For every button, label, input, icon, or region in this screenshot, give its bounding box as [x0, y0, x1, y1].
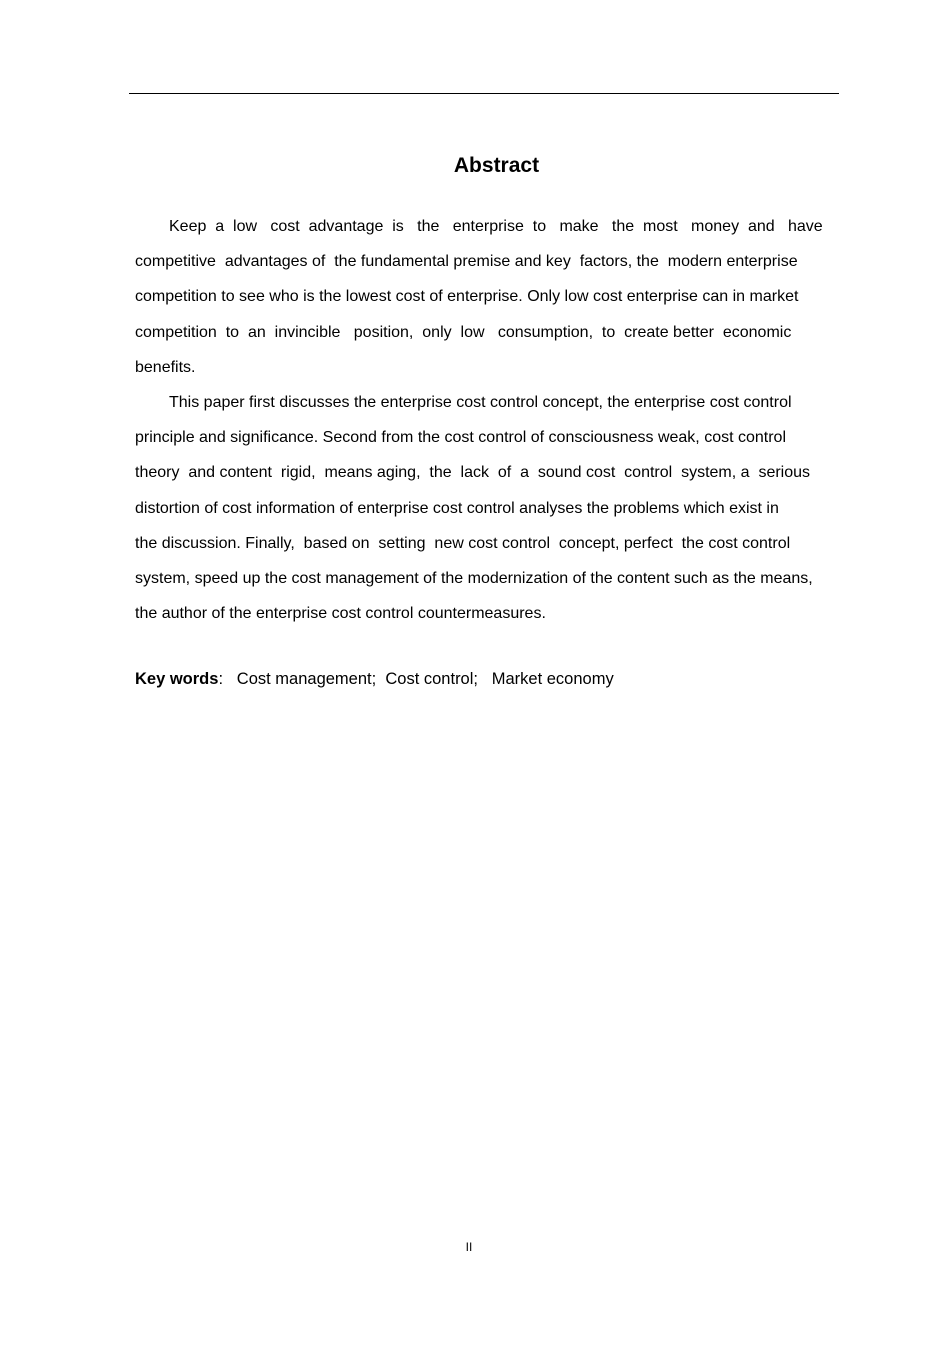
- paragraph-line: Keep a low cost advantage is the enterprise to make the most money and have: [169, 218, 823, 235]
- paragraph-line: distortion of cost information of enterprise cost control analyses the problems which exist in: [135, 499, 779, 517]
- keywords-separator: :: [218, 670, 237, 688]
- paragraph-line: This paper first discusses the enterprise cost control concept, the enterprise cost control: [169, 393, 792, 411]
- paragraph-line: benefits.: [135, 358, 196, 376]
- keywords-line: [135, 664, 614, 694]
- keywords-list: Cost management; Cost control; Market economy: [236, 670, 614, 688]
- paragraph-line: theory and content rigid, means aging, the lack of a sound cost control system, a serious: [135, 464, 811, 482]
- abstract-paragraph-1: [135, 218, 895, 394]
- paragraph-line: system, speed up the cost management of the modernization of the content such as the means,: [135, 569, 813, 587]
- abstract-body: [135, 218, 895, 640]
- page-number: II: [465, 1240, 473, 1254]
- paragraph-line: the author of the enterprise cost control countermeasures.: [135, 605, 546, 623]
- keywords-label: Key words: [135, 670, 219, 688]
- paragraph-line: principle and significance. Second from the cost control of consciousness weak, cost control: [135, 429, 786, 447]
- paragraph-line: the discussion. Finally, based on setting new cost control concept, perfect the cost control: [135, 534, 791, 552]
- paragraph-line: competition to an invincible position, only low consumption, to create better economic: [135, 323, 792, 341]
- abstract-title: Abstract: [453, 154, 540, 177]
- paragraph-line: competition to see who is the lowest cost of enterprise. Only low cost enterprise can in market: [135, 288, 799, 306]
- header-rule: [129, 93, 839, 94]
- abstract-paragraph-2: [135, 394, 895, 640]
- paragraph-line: competitive advantages of the fundamental premise and key factors, the modern enterprise: [135, 253, 798, 271]
